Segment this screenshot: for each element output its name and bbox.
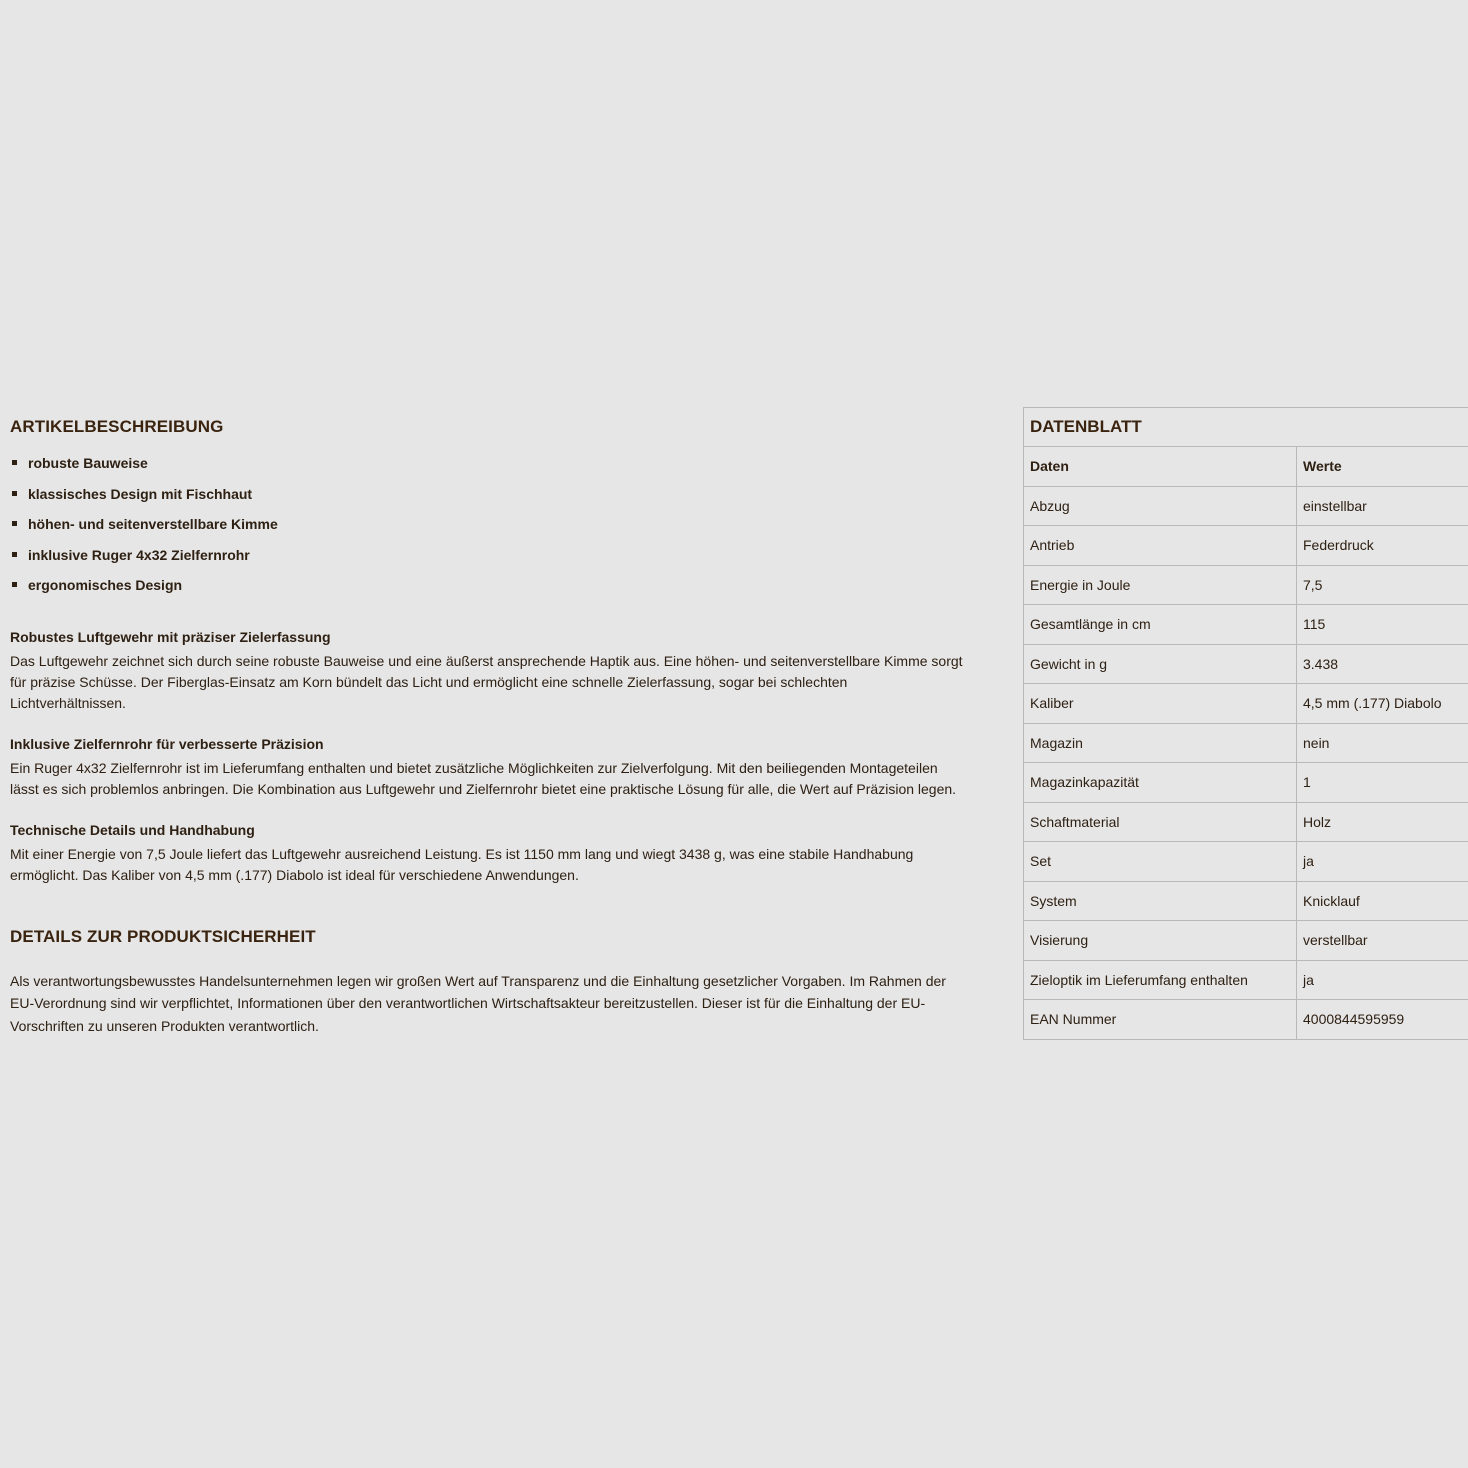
row-label: Abzug — [1024, 486, 1297, 526]
description-title: ARTIKELBESCHREIBUNG — [10, 417, 224, 436]
bullet-icon — [12, 491, 17, 496]
row-value: 7,5 — [1297, 565, 1468, 605]
datasheet-title: DATENBLATT — [1024, 408, 1468, 447]
bullet-icon — [12, 460, 17, 465]
table-row — [1024, 921, 1468, 961]
row-label: Gewicht in g — [1024, 644, 1297, 684]
feature-item — [10, 486, 965, 517]
feature-item — [10, 547, 965, 578]
datasheet-panel — [1023, 407, 1468, 1040]
row-value: verstellbar — [1297, 921, 1468, 961]
description-block — [10, 628, 965, 714]
feature-item — [10, 455, 965, 486]
row-label: System — [1024, 881, 1297, 921]
row-value: nein — [1297, 723, 1468, 763]
description-block — [10, 735, 965, 800]
table-row — [1024, 486, 1468, 526]
row-value: 1 — [1297, 763, 1468, 803]
row-value: ja — [1297, 960, 1468, 1000]
row-value: Knicklauf — [1297, 881, 1468, 921]
table-header-row — [1024, 447, 1468, 486]
feature-item — [10, 516, 965, 547]
article-description — [10, 416, 965, 1037]
table-row — [1024, 605, 1468, 645]
row-value: ja — [1297, 842, 1468, 882]
row-label: Zieloptik im Lieferumfang enthalten — [1024, 960, 1297, 1000]
table-row — [1024, 565, 1468, 605]
feature-item-label: inklusive Ruger 4x32 Zielfernrohr — [28, 546, 250, 563]
row-value: 115 — [1297, 605, 1468, 645]
row-label: Energie in Joule — [1024, 565, 1297, 605]
bullet-icon — [12, 582, 17, 587]
row-label: Set — [1024, 842, 1297, 882]
row-label: Antrieb — [1024, 526, 1297, 566]
table-row — [1024, 1000, 1468, 1039]
block-paragraph: Ein Ruger 4x32 Zielfernrohr ist im Lieferumfang enthalten und bietet zusätzliche Möglichkeiten zur Zielverfolgung. Mit den beiliegenden Montageteilen lässt es sich problemlos anbringen. Die Kombination aus Luftgewehr und Zielfernrohr bietet eine praktische Lösung für alle, die Wert auf Präzision legen. — [10, 759, 957, 797]
row-label: Gesamtlänge in cm — [1024, 605, 1297, 645]
bullet-icon — [12, 521, 17, 526]
feature-item-label: höhen- und seitenverstellbare Kimme — [28, 516, 278, 532]
block-paragraph: Mit einer Energie von 7,5 Joule liefert das Luftgewehr ausreichend Leistung. Es ist 1150 mm lang und wiegt 3438 g, was eine stabile Handhabung ermöglicht. Das Kaliber von 4,5 mm (.177) Diabolo ist ideal für verschiedene Anwendungen. — [10, 845, 914, 883]
row-value: einstellbar — [1297, 486, 1468, 526]
product-safety-title: DETAILS ZUR PRODUKTSICHERHEIT — [10, 926, 316, 946]
datasheet-table — [1024, 447, 1468, 1039]
table-row — [1024, 723, 1468, 763]
row-value: Federdruck — [1297, 526, 1468, 566]
block-heading: Robustes Luftgewehr mit präziser Zielerfassung — [10, 628, 331, 645]
row-value: 4,5 mm (.177) Diabolo — [1297, 684, 1468, 724]
feature-item-label: robuste Bauweise — [28, 455, 148, 471]
row-label: Magazin — [1024, 723, 1297, 763]
row-label: Magazinkapazität — [1024, 763, 1297, 803]
feature-list — [10, 455, 965, 608]
column-header-daten: Daten — [1024, 447, 1297, 486]
column-header-werte: Werte — [1297, 447, 1468, 486]
table-row — [1024, 684, 1468, 724]
block-paragraph: Das Luftgewehr zeichnet sich durch seine robuste Bauweise und eine äußerst ansprechende Haptik aus. Eine höhen- und seitenverstellbare Kimme sorgt für präzise Schüsse. Der Fiberglas-Einsatz am Korn bündelt das Licht und ermöglicht eine schnelle Zielerfassung, sogar bei schlechten Lichtverhältnissen. — [10, 652, 963, 711]
row-label: EAN Nummer — [1024, 1000, 1297, 1039]
table-row — [1024, 763, 1468, 803]
table-row — [1024, 644, 1468, 684]
product-safety-text: Als verantwortungsbewusstes Handelsunternehmen legen wir großen Wert auf Transparenz und die Einhaltung gesetzlicher Vorgaben. Im Rahmen der EU-Verordnung sind wir verpflichtet, Informationen über den verantwortlichen Wirtschaftsakteur bereitzustellen. Dieser ist für die Einhaltung der EU-Vorschriften zu unseren Produkten verantwortlich. — [10, 972, 946, 1034]
feature-item-label: ergonomisches Design — [28, 577, 183, 593]
bullet-icon — [12, 552, 17, 557]
table-row — [1024, 881, 1468, 921]
row-label: Kaliber — [1024, 684, 1297, 724]
row-value: 3.438 — [1297, 644, 1468, 684]
table-row — [1024, 526, 1468, 566]
row-value: 4000844595959 — [1303, 1011, 1405, 1028]
table-row — [1024, 842, 1468, 882]
row-label: Schaftmaterial — [1024, 802, 1297, 842]
table-row — [1024, 960, 1468, 1000]
row-label: Visierung — [1024, 921, 1297, 961]
block-heading: Technische Details und Handhabung — [10, 821, 255, 838]
feature-item — [10, 577, 965, 608]
feature-item-label: klassisches Design mit Fischhaut — [28, 485, 253, 502]
description-block — [10, 821, 965, 886]
block-heading: Inklusive Zielfernrohr für verbesserte Präzision — [10, 735, 324, 752]
row-value: Holz — [1297, 802, 1468, 842]
table-row — [1024, 802, 1468, 842]
